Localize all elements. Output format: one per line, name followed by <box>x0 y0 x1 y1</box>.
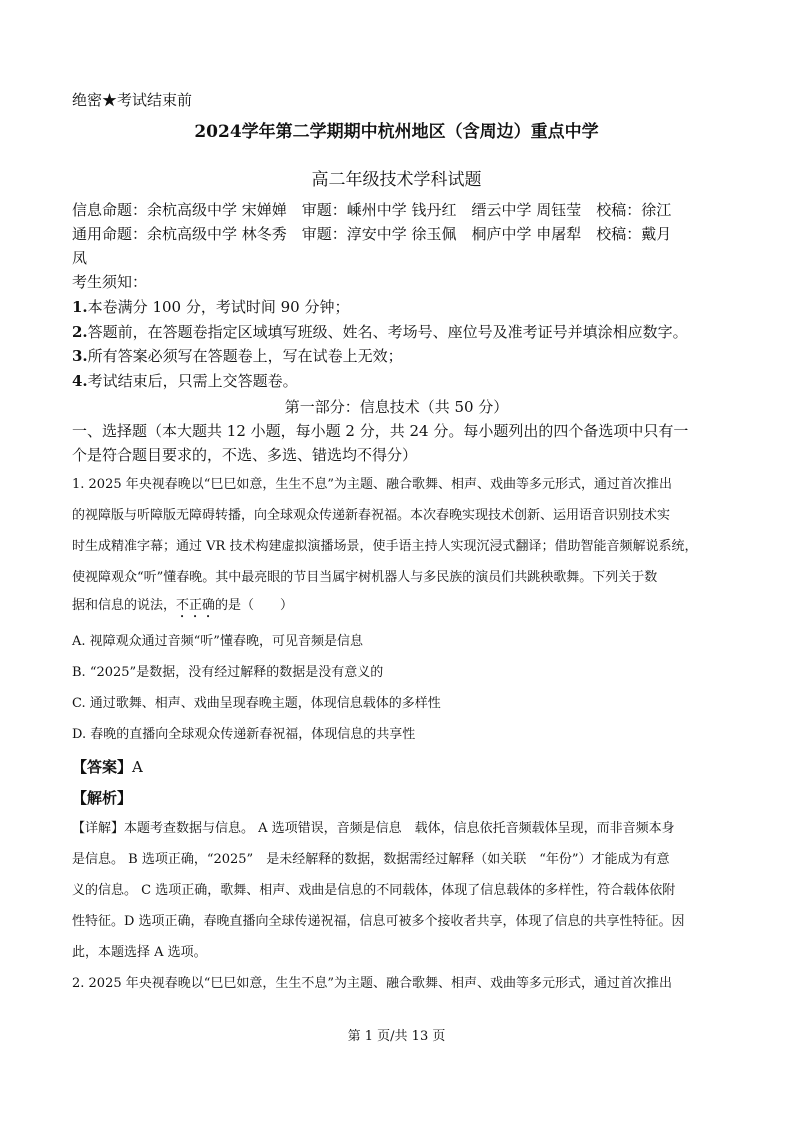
q1-detail-line-5: 此，本题选择 A 选项。 <box>72 945 207 960</box>
credits-line-3: 凤 <box>72 249 88 267</box>
notice-item-text: 所有答案必须写在答题卷上，写在试卷上无效； <box>87 347 403 365</box>
notice-heading: 考生须知： <box>72 273 148 291</box>
q1-stem-suffix: 的是（ ） <box>215 598 294 613</box>
notice-item-3 <box>72 346 403 366</box>
secret-label: 绝密★考试结束前 <box>72 91 193 109</box>
notice-item-1 <box>72 297 349 317</box>
notice-item-number: 1. <box>72 298 88 316</box>
credits-line-2: 通用命题：余杭高级中学 林冬秀 审题：淳安中学 徐玉佩 桐庐中学 申屠犁 校稿：戴月 <box>72 225 672 243</box>
q1-answer <box>72 757 143 777</box>
q1-stem-line-2: 的视障版与听障版无障碍转播，向全球观众传递新春祝福。本次春晚实现技术创新、运用语音识别技术实 <box>72 508 671 523</box>
notice-item-text: 考试结束后，只需上交答题卷。 <box>87 372 298 390</box>
q1-stem-prefix: 据和信息的说法， <box>72 598 177 613</box>
q1-analysis-label: 【解析】 <box>72 789 133 807</box>
q1-detail-line-4: 性特征。D 选项正确，春晚直播向全球传递祝福，信息可被多个接收者共享，体现了信息的共享性特征。因 <box>72 914 685 929</box>
exam-subtitle: 高二年级技术学科试题 <box>311 170 482 190</box>
q1-detail-line-2: 是信息。 B 选项正确，“2025” 是未经解释的数据，数据需经过解释（如关联 “年份”）才能成为有意 <box>72 852 670 867</box>
page-number: 第 1 页/共 13 页 <box>347 1029 446 1044</box>
q1-stem-line-1: 1. 2025 年央视春晚以“巳巳如意，生生不息”为主题、融合歌舞、相声、戏曲等多元形式，通过首次推出 <box>72 477 673 492</box>
notice-item-number: 4. <box>72 372 88 390</box>
q1-option-b: B. “2025”是数据，没有经过解释的数据是没有意义的 <box>72 665 384 680</box>
answer-label: 【答案】 <box>72 758 133 776</box>
q2-stem-line-1: 2. 2025 年央视春晚以“巳巳如意，生生不息”为主题、融合歌舞、相声、戏曲等多元形式，通过首次推出 <box>72 976 673 991</box>
notice-item-number: 2. <box>72 323 88 341</box>
notice-item-2 <box>72 322 688 342</box>
notice-item-4 <box>72 371 298 391</box>
part1-instruction-line-2: 个是符合题目要求的，不选、多选、错选均不得分） <box>72 446 418 464</box>
notice-item-text: 答题前，在答题卷指定区域填写班级、姓名、考场号、座位号及准考证号并填涂相应数字。 <box>87 323 688 341</box>
q1-stem-emphasis: 不正确 <box>176 598 216 613</box>
exam-title: 2024学年第二学期期中杭州地区（含周边）重点中学 <box>194 122 599 142</box>
notice-item-text: 本卷满分 100 分，考试时间 90 分钟； <box>87 298 350 316</box>
part1-heading: 第一部分：信息技术（共 50 分） <box>284 398 509 416</box>
answer-value: A <box>132 758 143 776</box>
q1-stem-line-5 <box>72 596 293 621</box>
credits-line-1: 信息命题：余杭高级中学 宋婵婵 审题：嵊州中学 钱丹红 缙云中学 周钰莹 校稿：徐江 <box>72 201 672 219</box>
q1-stem-line-4: 使视障观众“听”懂春晚。其中最亮眼的节目当属宇树机器人与多民族的演员们共跳秧歌舞。下列关于数 <box>72 570 658 585</box>
part1-instruction-line-1: 一、选择题（本大题共 12 小题，每小题 2 分，共 24 分。每小题列出的四个备选项中只有一 <box>72 422 689 440</box>
q1-option-d: D. 春晚的直播向全球观众传递新春祝福，体现信息的共享性 <box>72 727 416 742</box>
q1-option-c: C. 通过歌舞、相声、戏曲呈现春晚主题，体现信息载体的多样性 <box>72 696 441 711</box>
q1-option-a: A. 视障观众通过音频“听”懂春晚，可见音频是信息 <box>72 634 363 649</box>
notice-item-number: 3. <box>72 347 88 365</box>
q1-detail-line-1: 【详解】本题考查数据与信息。 A 选项错误，音频是信息 载体，信息依托音频载体呈现，而非音频本身 <box>72 821 675 836</box>
q1-stem-line-3: 时生成精准字幕；通过 VR 技术构建虚拟演播场景，使手语主持人实现沉浸式翻译；借助智能音频解说系统， <box>72 539 698 554</box>
q1-detail-line-3: 义的信息。 C 选项正确，歌舞、相声、戏曲是信息的不同载体，体现了信息载体的多样性，符合载体依附 <box>72 883 676 898</box>
